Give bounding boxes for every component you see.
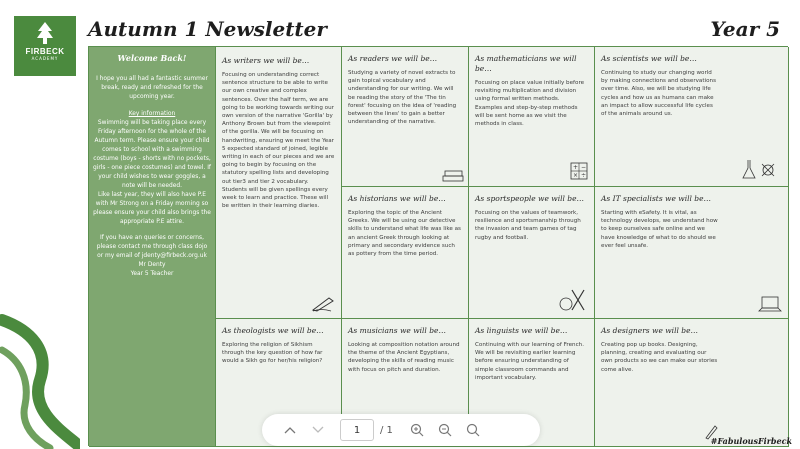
section-title: As theologists we will be…: [222, 326, 324, 335]
zoom-out-icon: [438, 423, 452, 437]
page-number-input[interactable]: [340, 419, 374, 441]
section-text: Focusing on place value initially before revisiting multiplication and division using formal written methods. Examples and step-by-step methods will be sent home as we visit the methods in class.: [475, 80, 585, 128]
designers-section: [595, 319, 789, 447]
chevron-down-icon: [312, 426, 324, 434]
section-title: As sportspeople we will be…: [475, 194, 585, 203]
maths-section: [469, 47, 595, 187]
section-text: Looking at composition notation around the theme of the Ancient Egyptians, developing the skills of reading music with focus on pitch and duration.: [348, 342, 460, 373]
decorative-swirl: [0, 280, 80, 449]
logo-name: FIRBECK: [25, 47, 65, 56]
writers-section: [216, 47, 342, 319]
svg-text:−: −: [581, 164, 587, 171]
tree-icon: [36, 22, 54, 46]
newsletter-grid: [88, 46, 788, 446]
contact-info: If you have an queries or concerns, please contact me through class dojo or my email of jdenty@firbeck.org.uk: [96, 235, 208, 259]
year-label: Year 5: [710, 17, 780, 41]
section-text: Focusing on the values of teamwork, resilience and sportsmanship through the invasion and team games of tag rugby and football.: [475, 210, 581, 241]
section-title: As designers we will be…: [601, 326, 699, 335]
key-info-heading: Key information: [128, 111, 176, 117]
search-icon: [466, 423, 480, 437]
section-text: Starting with eSafety. It is vital, as technology develops, we understand how to keep ourselves safe online and we have knowledge of what to do should we ever feel unsafe.: [601, 210, 718, 249]
books-icon: [442, 168, 464, 182]
section-title: As linguists we will be…: [475, 326, 568, 335]
pen-icon: [311, 296, 335, 312]
section-title: As historians we will be…: [348, 194, 446, 203]
search-button[interactable]: [459, 416, 487, 444]
previous-page-button[interactable]: [276, 416, 304, 444]
signoff-name: Mr Denty: [138, 262, 166, 268]
scientists-section: [595, 47, 789, 187]
section-text: Continuing to study our changing world by making connections and observations over time. Also, we will be studying life cycles and how us as humans can make an impact to allow successful life cycles of the animals around us.: [601, 70, 716, 118]
svg-text:×: ×: [573, 172, 579, 179]
page-total: / 1: [380, 424, 393, 436]
calculator-icon: [570, 162, 588, 180]
newsletter-title: Autumn 1 Newsletter: [88, 17, 327, 41]
pe-info: Like last year, they will also have P.E with Mr Strong on a Friday morning so please ensure your child also brings the appropriate P.E attire.: [93, 192, 211, 225]
sports-icon: [558, 288, 588, 312]
section-text: Studying a variety of novel extracts to gain topical vocabulary and understanding for our writing. We will be reading the story of the 'The tin forest' focusing on the idea of 'reading between the lines' to gain a better understanding of the narrative.: [348, 70, 457, 126]
section-title: As musicians we will be…: [348, 326, 446, 335]
section-title: As mathematicians we will be…: [475, 54, 577, 73]
section-title: As scientists we will be…: [601, 54, 697, 63]
zoom-out-button[interactable]: [431, 416, 459, 444]
next-page-button[interactable]: [304, 416, 332, 444]
section-title: As readers we will be…: [348, 54, 438, 63]
svg-text:÷: ÷: [581, 172, 587, 179]
section-title: As IT specialists we will be…: [601, 194, 712, 203]
section-text: Exploring the topic of the Ancient Greeks. We will be using our detective skills to understand what life was like as an ancient Greek through looking at primary and secondary evidence such as pottery from the time period.: [348, 210, 461, 258]
section-title: As writers we will be…: [222, 56, 310, 65]
school-logo: [14, 16, 76, 76]
section-text: Creating pop up books. Designing, planning, creating and evaluating our own products so we can make our stories come alive.: [601, 342, 718, 373]
readers-section: [342, 47, 469, 187]
welcome-panel: [89, 47, 216, 447]
historians-section: [342, 187, 469, 319]
signoff-role: Year 5 Teacher: [130, 271, 174, 277]
welcome-intro: I hope you all had a fantastic summer break, ready and refreshed for the upcoming year.: [96, 76, 208, 100]
svg-text:+: +: [573, 164, 579, 171]
science-icon: [742, 158, 782, 180]
laptop-icon: [758, 296, 782, 312]
chevron-up-icon: [284, 426, 296, 434]
section-text: Focusing on understanding correct sentence structure to be able to write our own creative and complex sentences. Over the half term, we are going to be working towards writing our own version of the narrative 'Gorilla' by Anthony Brown but from the viewpoint of the gorilla. We will be focusing on handwriting, ensuring we meet the Year 5 expected standard of joined, legible writing in each of our pieces and we are going to begin by focusing on the statutory spelling lists and developing out tier3 and tier 2 vocabulary. Students will be given spellings every week to learn and practice. These will be written in their learning diaries.: [222, 72, 335, 210]
welcome-heading: Welcome Back!: [117, 53, 187, 63]
logo-subtitle: ACADEMY: [31, 56, 59, 61]
pdf-toolbar: [262, 414, 540, 446]
zoom-in-button[interactable]: [403, 416, 431, 444]
hashtag: #FabulousFirbeck: [710, 436, 792, 446]
swimming-info: Swimming will be taking place every Friday afternoon for the whole of the Autumn term. Please ensure your child comes to school with a swimming costume (boys - shorts with no pockets, girls - one piece costumes) and towel. If your child wishes to wear goggles, a note will be needed.: [93, 120, 212, 189]
section-text: Continuing with our learning of French. We will be revisiting earlier learning before ensuring understanding of simple classroom commands and important vocabulary.: [475, 342, 584, 381]
section-text: Exploring the religion of Sikhism through the key question of how far would a Sikh go for her/his religion?: [222, 342, 323, 365]
sportspeople-section: [469, 187, 595, 319]
it-specialists-section: [595, 187, 789, 319]
zoom-in-icon: [410, 423, 424, 437]
